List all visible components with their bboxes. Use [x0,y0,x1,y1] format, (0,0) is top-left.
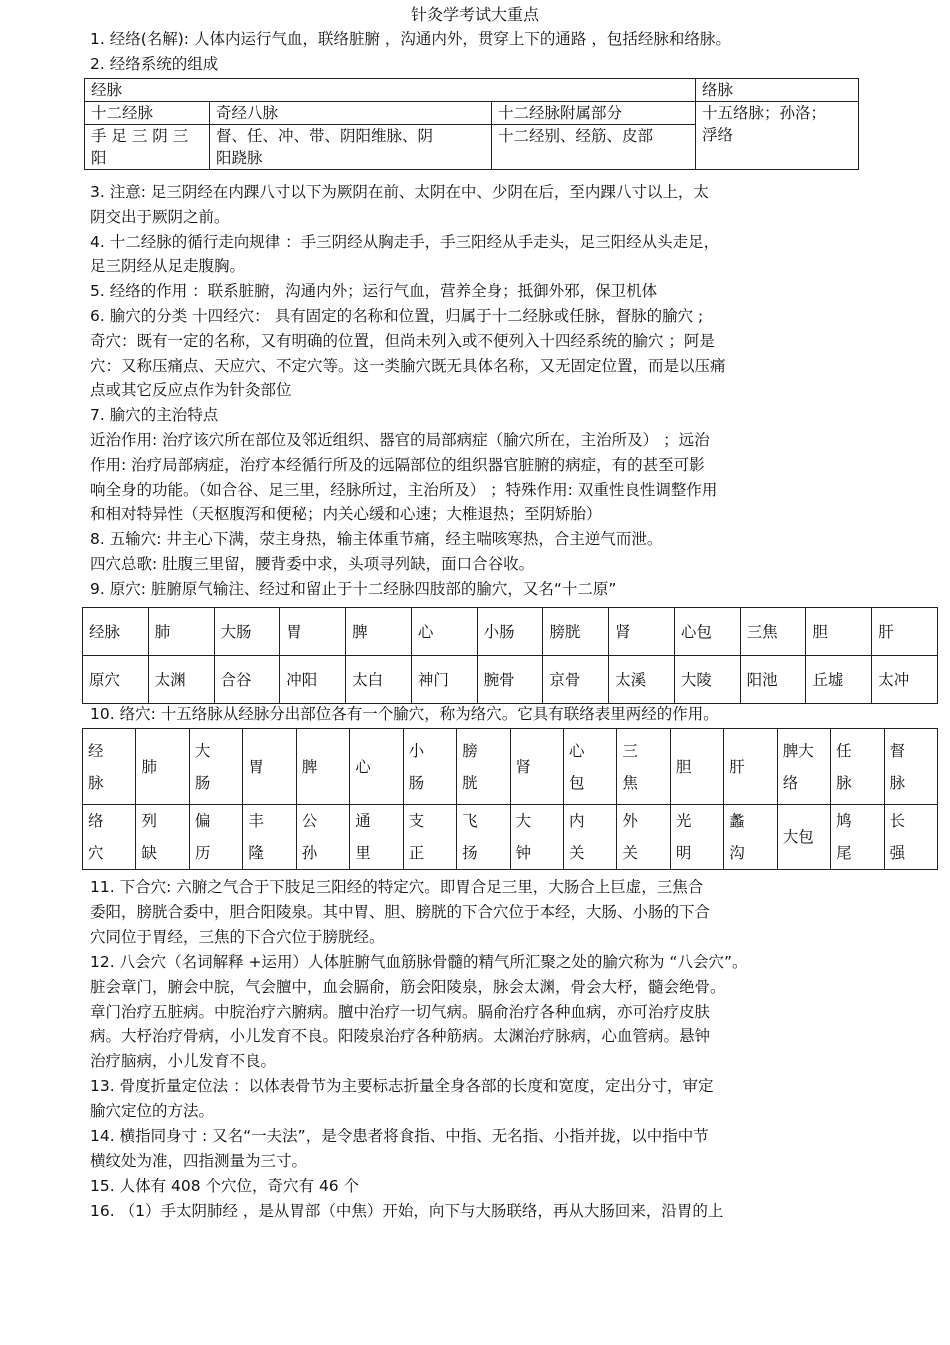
table-cell: 小肠 [477,608,543,656]
text-line: 15. 人体有 408 个穴位，奇穴有 46 个 [90,1176,360,1195]
text-line: 10. 络穴: 十五络脉从经脉分出部位各有一个腧穴，称为络穴。它具有联络表里两经的作用。 [90,705,719,723]
text-line: 足三阴经从足走腹胸。 [90,257,246,276]
table-cell: 络 穴 [83,805,136,870]
table-cell: 大包 [777,805,830,870]
text-line: 9. 原穴: 脏腑原气输注、经过和留止于十二经脉四肢部的腧穴，又名“十二原” [90,579,617,598]
table-header-cell: 经脉 [85,79,696,102]
text-line: 5. 经络的作用 ：联系脏腑，沟通内外；运行气血，营养全身；抵御外邪，保卫机体 [90,282,658,301]
table-cell: 通 里 [350,805,403,870]
table-cell: 外 关 [617,805,670,870]
table-cell: 脾大 络 [777,729,830,805]
table-row [83,608,938,656]
table-cell: 心包 [674,608,740,656]
table-cell: 列 缺 [136,805,189,870]
table-cell: 太溪 [609,656,675,704]
text-line: 穴：又称压痛点、天应穴、不定穴等。这一类腧穴既无具体名称，又无固定位置，而是以压痛 [90,356,726,375]
table-cell: 脾 [296,729,349,805]
text-line: 委阳，膀胱合委中，胆合阳陵泉。其中胃、胆、膀胱的下合穴位于本经，大肠、小肠的下合 [90,902,711,921]
text-line: 6. 腧穴的分类 十四经穴： 具有固定的名称和位置，归属于十二经脉或任脉，督脉的腧穴 ; [90,307,704,325]
table-cell: 胃 [280,608,346,656]
table-cell: 光 明 [670,805,723,870]
text-line: 2. 经络系统的组成 [90,55,219,73]
text-line: 四穴总歌: 肚腹三里留，腰背委中求，头项寻列缺，面口合谷收。 [90,555,535,573]
table-cell: 十二经脉 [85,102,210,125]
table-cell: 经脉 [83,608,149,656]
source-points-table [82,607,938,704]
table-cell: 内 关 [563,805,616,870]
table-cell: 心 包 [563,729,616,805]
cell-text: 手 足 三 阴 三 [91,127,189,145]
table-cell [210,125,492,170]
text-line: 阴交出于厥阴之前。 [90,207,230,226]
table-cell: 大 钟 [510,805,563,870]
table-cell: 肺 [136,729,189,805]
table-cell: 三 焦 [617,729,670,805]
table-cell: 肝 [724,729,777,805]
table-header-cell: 络脉 [696,79,859,102]
table-cell: 胃 [243,729,296,805]
page-title: 针灸学考试大重点 [410,5,539,24]
cell-text: 阳跷脉 [216,149,263,167]
table-cell: 小 肠 [403,729,456,805]
table-cell: 支 正 [403,805,456,870]
table-cell: 太冲 [872,656,938,704]
text-line: 近治作用: 治疗该穴所在部位及邻近组织、器官的局部病症（腧穴所在，主治所及） ；远治 [90,431,710,449]
table-cell: 长 强 [884,805,937,870]
connecting-points-table [82,728,938,870]
text-line: 病。大杼治疗骨病，小儿发育不良。阳陵泉治疗各种筋病。太渊治疗脉病，心血管病。悬钟 [90,1027,711,1046]
table-cell: 经 脉 [83,729,136,805]
cell-text: 阳 [91,149,107,167]
table-cell: 肾 [510,729,563,805]
table-row [83,805,938,870]
text-line: 1. 经络(名解): 人体内运行气血，联络脏腑 ，沟通内外，贯穿上下的通路 ，包括经脉和络脉。 [90,30,731,48]
table-cell: 偏 历 [189,805,242,870]
table-cell: 督 脉 [884,729,937,805]
text-line: 7. 腧穴的主治特点 [90,406,219,425]
table-cell: 飞 扬 [457,805,510,870]
table-cell: 脾 [346,608,412,656]
text-line: 腧穴定位的方法。 [90,1102,215,1121]
text-line: 8. 五输穴: 井主心下满，荥主身热，输主体重节痛，经主喘咳寒热，合主逆气而泄。 [90,530,663,549]
text-line: 3. 注意: 足三阴经在内踝八寸以下为厥阴在前、太阴在中、少阴在后，至内踝八寸以上，太 [90,183,709,201]
cell-text: 浮络 [702,126,734,144]
text-line: 和相对特异性（天枢腹泻和便秘；内关心缓和心速；大椎退热；至阴矫胎） [90,505,602,524]
text-line: 响全身的功能。（如合谷、足三里，经脉所过，主治所及） ；特殊作用: 双重性良性调整作用 [90,480,718,499]
text-line: 治疗脑病，小儿发育不良。 [90,1052,277,1071]
text-line: 13. 骨度折量定位法 ：以体表骨节为主要标志折量全身各部的长度和宽度，定出分寸，审定 [90,1077,714,1096]
table-cell: 胆 [806,608,872,656]
text-line: 4. 十二经脉的循行走向规律 ：手三阴经从胸走手，手三阳经从手走头，足三阳经从头走足， [90,232,720,251]
table-cell: 肾 [609,608,675,656]
table-cell: 心 [350,729,403,805]
table-cell: 大陵 [674,656,740,704]
text-line: 穴同位于胃经，三焦的下合穴位于膀胱经。 [90,927,385,946]
table-cell: 三焦 [740,608,806,656]
table-cell: 大肠 [214,608,280,656]
text-line: 作用: 治疗局部病症，治疗本经循行所及的远隔部位的组织器官脏腑的病症，有的甚至可影 [90,455,705,474]
table-cell: 原穴 [83,656,149,704]
table-cell: 神门 [411,656,477,704]
table-cell: 丘墟 [806,656,872,704]
table-cell: 阳池 [740,656,806,704]
text-line: 奇穴：既有一定的名称，又有明确的位置，但尚未列入或不便列入十四经系统的腧穴 ；阿是 [90,331,715,350]
table-cell: 任 脉 [831,729,884,805]
table-cell: 冲阳 [280,656,346,704]
table-cell: 十二经别、经筋、皮部 [492,125,696,170]
table-cell: 京骨 [543,656,609,704]
table-cell [85,125,210,170]
table-cell: 膀胱 [543,608,609,656]
table-cell: 太渊 [148,656,214,704]
table-cell: 公 孙 [296,805,349,870]
text-line: 点或其它反应点作为针灸部位 [90,381,292,400]
table-cell [696,102,859,170]
table-cell: 大 肠 [189,729,242,805]
text-line: 横纹处为准，四指测量为三寸。 [90,1151,308,1170]
text-line: 11. 下合穴: 六腑之气合于下肢足三阳经的特定穴。即胃合足三里，大肠合上巨虚，三焦合 [90,878,704,896]
table-cell: 胆 [670,729,723,805]
table-cell: 肺 [148,608,214,656]
table-cell: 心 [411,608,477,656]
table-row [83,729,938,805]
cell-text: 督、任、冲、带、阴阳维脉、阴 [216,127,434,145]
table-cell: 太白 [346,656,412,704]
text-line: 12. 八会穴（名词解释 +运用）人体脏腑气血筋脉骨髓的精气所汇聚之处的腧穴称为 “八会穴”。 [90,952,748,971]
table-cell: 合谷 [214,656,280,704]
meridian-system-table [84,78,859,170]
cell-text: 十五络脉；孙洛； [702,104,827,122]
table-cell: 腕骨 [477,656,543,704]
text-line: 章门治疗五脏病。中脘治疗六腑病。膻中治疗一切气病。膈俞治疗各种血病，亦可治疗皮肤 [90,1002,711,1021]
text-line: 14. 横指同身寸 : 又名“一夫法”，是令患者将食指、中指、无名指、小指并拢，以中指中节 [90,1127,709,1145]
table-row [83,656,938,704]
table-cell: 丰 隆 [243,805,296,870]
table-cell: 肝 [872,608,938,656]
table-cell: 鸠 尾 [831,805,884,870]
table-cell: 蠡 沟 [724,805,777,870]
text-line: 16. （1）手太阴肺经 ，是从胃部（中焦）开始，向下与大肠联络，再从大肠回来，沿胃的上 [90,1201,724,1220]
table-cell: 膀 胱 [457,729,510,805]
text-line: 脏会章门，腑会中脘，气会膻中，血会膈俞，筋会阳陵泉，脉会太渊，骨会大杼，髓会绝骨。 [90,977,726,996]
table-cell: 十二经脉附属部分 [492,102,696,125]
table-cell: 奇经八脉 [210,102,492,125]
